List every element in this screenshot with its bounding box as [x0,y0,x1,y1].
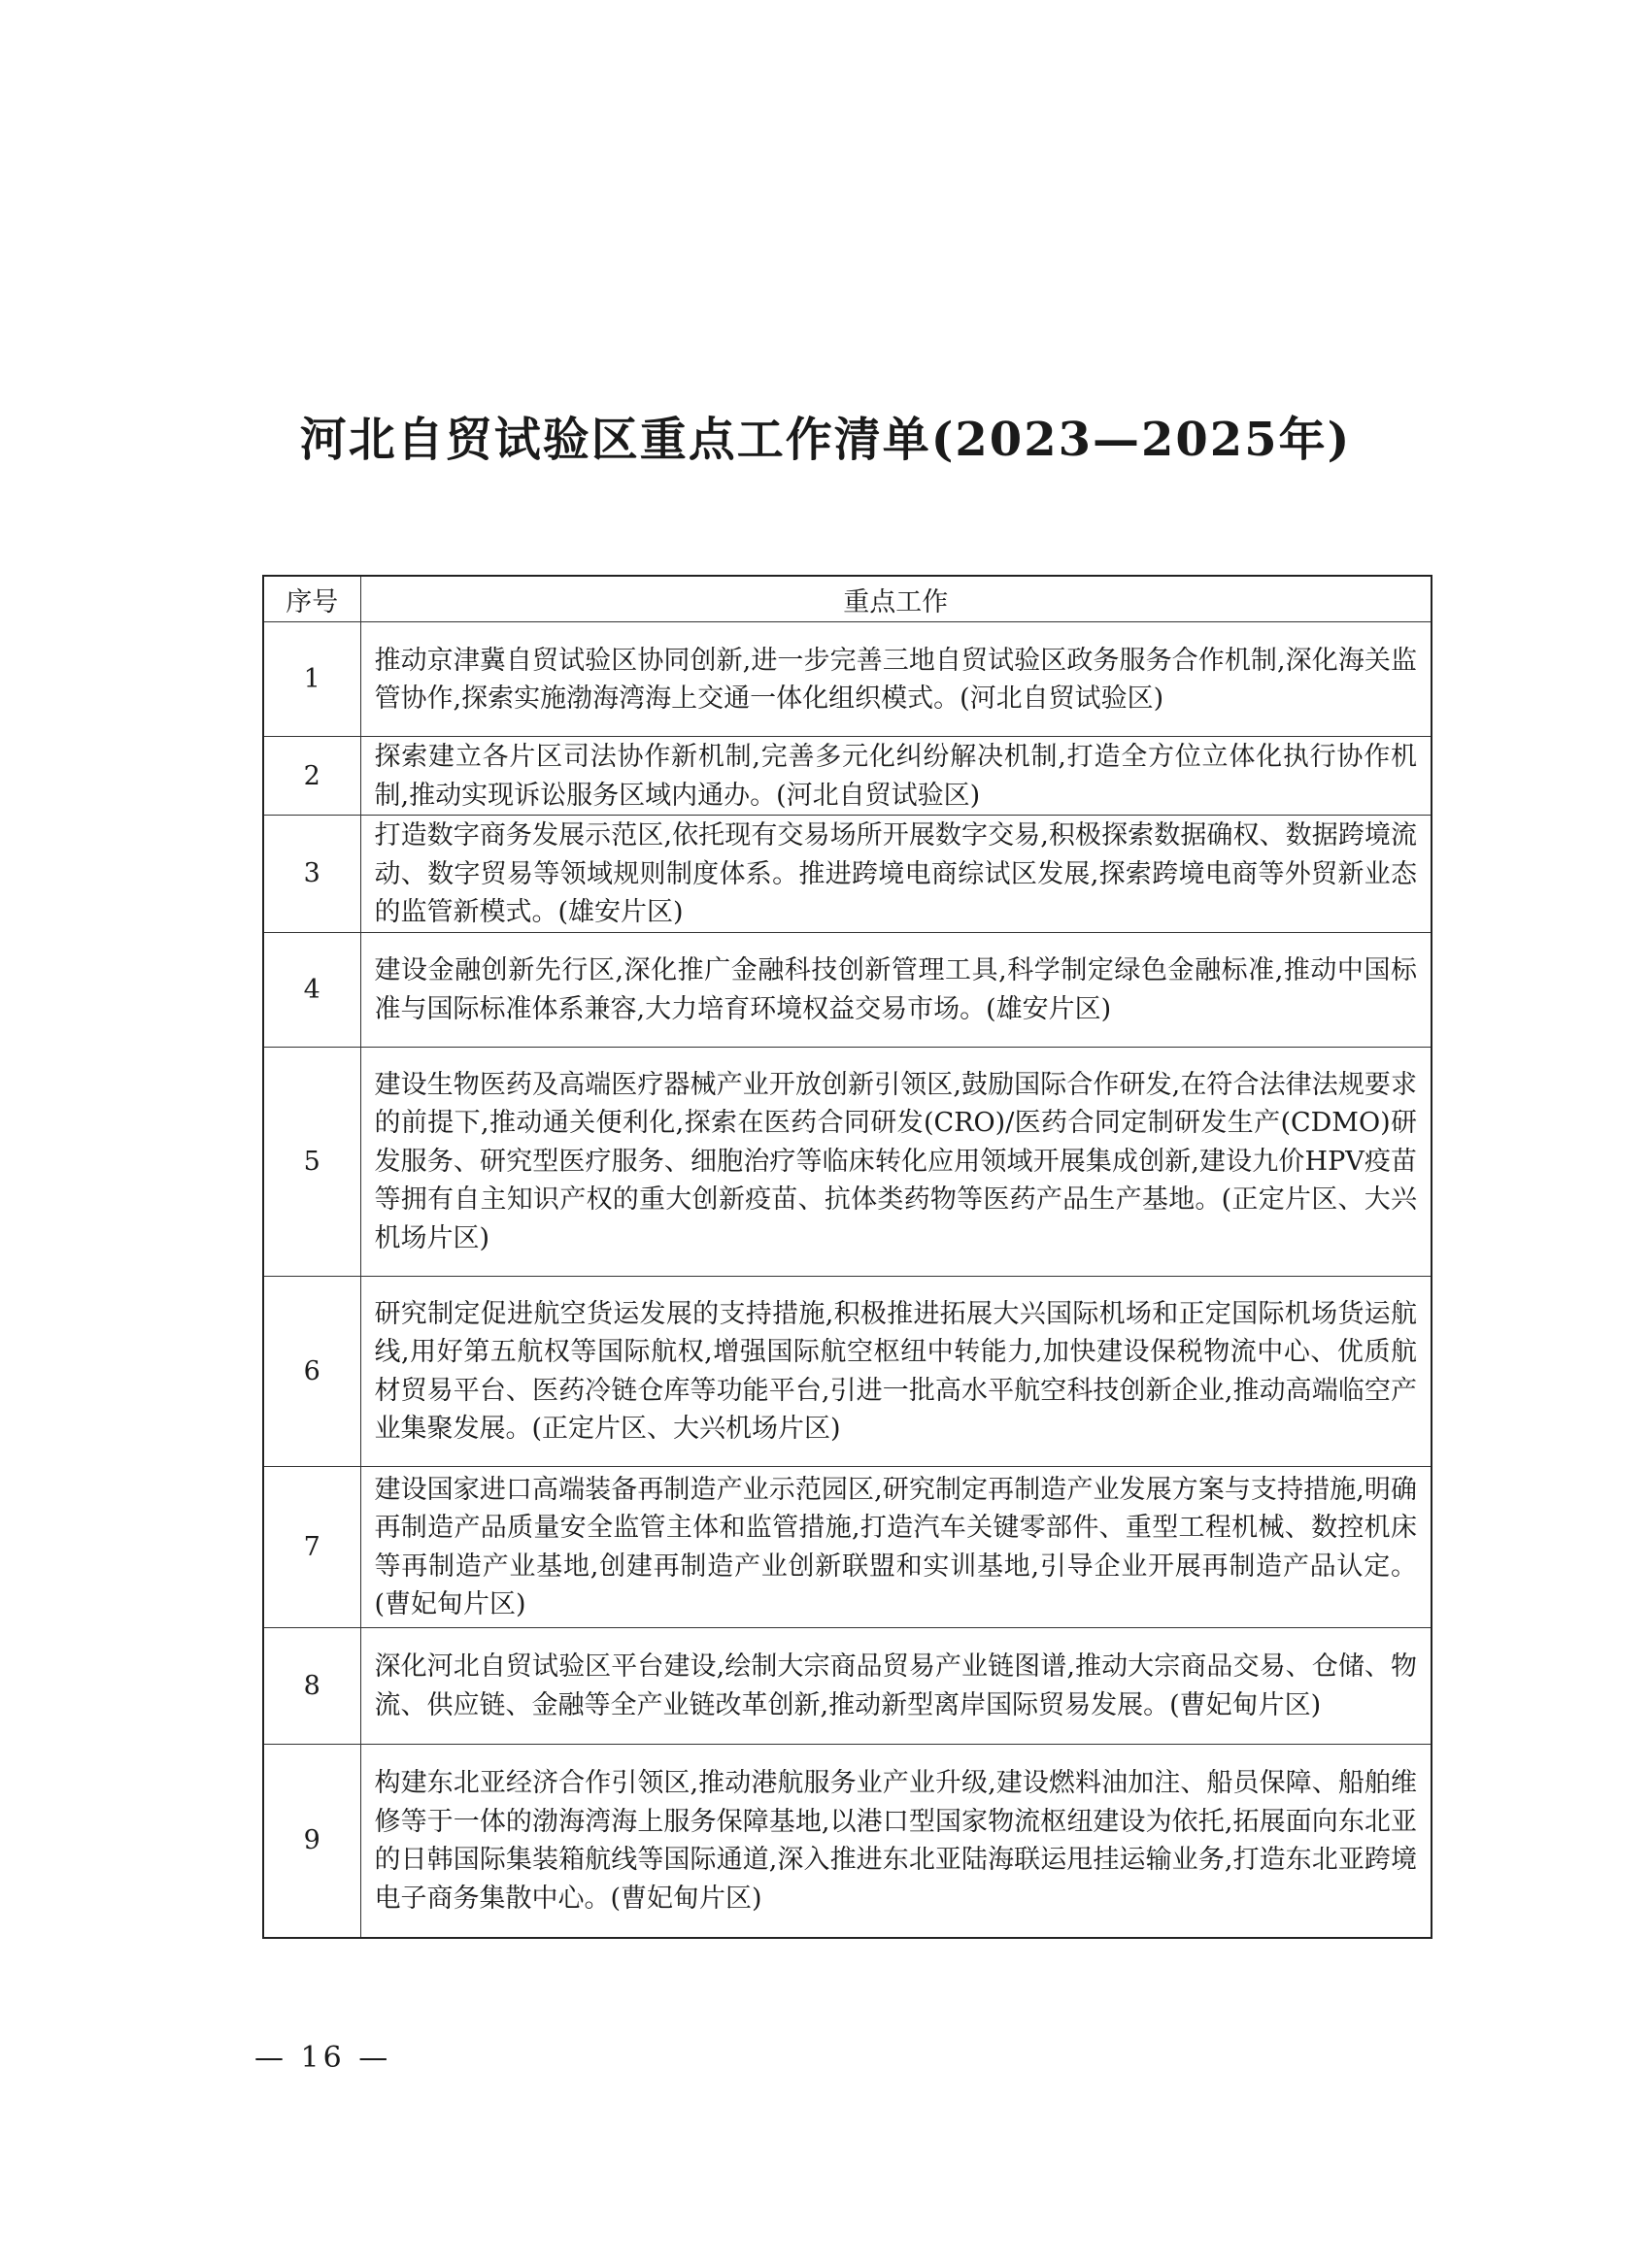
table-row [263,1047,1432,1276]
table-row [263,1276,1432,1466]
row-number: 2 [263,737,360,816]
table-row [263,816,1432,933]
row-work-text: 建设国家进口高端装备再制造产业示范园区,研究制定再制造产业发展方案与支持措施,明确再制造产品质量安全监管主体和监管措施,打造汽车关键零部件、重型工程机械、数控机床等再制造产业基地,创建再制造产业创新联盟和实训基地,引导企业开展再制造产品认定。(曹妃甸片区) [360,1466,1432,1627]
table-row [263,1744,1432,1938]
row-work-text: 打造数字商务发展示范区,依托现有交易场所开展数字交易,积极探索数据确权、数据跨境流动、数字贸易等领域规则制度体系。推进跨境电商综试区发展,探索跨境电商等外贸新业态的监管新模式。(雄安片区) [360,816,1432,933]
table-row [263,932,1432,1047]
table-header-row [263,576,1432,622]
header-serial-number: 序号 [263,576,360,622]
row-work-text: 探索建立各片区司法协作新机制,完善多元化纠纷解决机制,打造全方位立体化执行协作机制,推动实现诉讼服务区域内通办。(河北自贸试验区) [360,737,1432,816]
table-row [263,737,1432,816]
header-key-work: 重点工作 [360,576,1432,622]
row-number: 7 [263,1466,360,1627]
row-work-text: 建设生物医药及高端医疗器械产业开放创新引领区,鼓励国际合作研发,在符合法律法规要求的前提下,推动通关便利化,探索在医药合同研发(CRO)/医药合同定制研发生产(CDMO)研发服务、研究型医疗服务、细胞治疗等临床转化应用领域开展集成创新,建设九价HPV疫苗等拥有自主知识产权的重大创新疫苗、抗体类药物等医药产品生产基地。(正定片区、大兴机场片区) [360,1047,1432,1276]
row-number: 4 [263,932,360,1047]
row-number: 5 [263,1047,360,1276]
key-work-table [262,575,1432,1939]
page-number: — 16 — [254,2041,392,2075]
row-work-text: 构建东北亚经济合作引领区,推动港航服务业产业升级,建设燃料油加注、船员保障、船舶维修等于一体的渤海湾海上服务保障基地,以港口型国家物流枢纽建设为依托,拓展面向东北亚的日韩国际集装箱航线等国际通道,深入推进东北亚陆海联运甩挂运输业务,打造东北亚跨境电子商务集散中心。(曹妃甸片区) [360,1744,1432,1938]
row-number: 3 [263,816,360,933]
table-row [263,622,1432,737]
row-number: 1 [263,622,360,737]
row-work-text: 建设金融创新先行区,深化推广金融科技创新管理工具,科学制定绿色金融标准,推动中国标准与国际标准体系兼容,大力培育环境权益交易市场。(雄安片区) [360,932,1432,1047]
row-work-text: 研究制定促进航空货运发展的支持措施,积极推进拓展大兴国际机场和正定国际机场货运航线,用好第五航权等国际航权,增强国际航空枢纽中转能力,加快建设保税物流中心、优质航材贸易平台、医药冷链仓库等功能平台,引进一批高水平航空科技创新企业,推动高端临空产业集聚发展。(正定片区、大兴机场片区) [360,1276,1432,1466]
table-row [263,1466,1432,1627]
row-number: 9 [263,1744,360,1938]
row-number: 8 [263,1627,360,1744]
row-work-text: 深化河北自贸试验区平台建设,绘制大宗商品贸易产业链图谱,推动大宗商品交易、仓储、物流、供应链、金融等全产业链改革创新,推动新型离岸国际贸易发展。(曹妃甸片区) [360,1627,1432,1744]
row-work-text: 推动京津冀自贸试验区协同创新,进一步完善三地自贸试验区政务服务合作机制,深化海关监管协作,探索实施渤海湾海上交通一体化组织模式。(河北自贸试验区) [360,622,1432,737]
page-title: 河北自贸试验区重点工作清单(2023—2025年) [299,413,1352,467]
row-number: 6 [263,1276,360,1466]
table-row [263,1627,1432,1744]
